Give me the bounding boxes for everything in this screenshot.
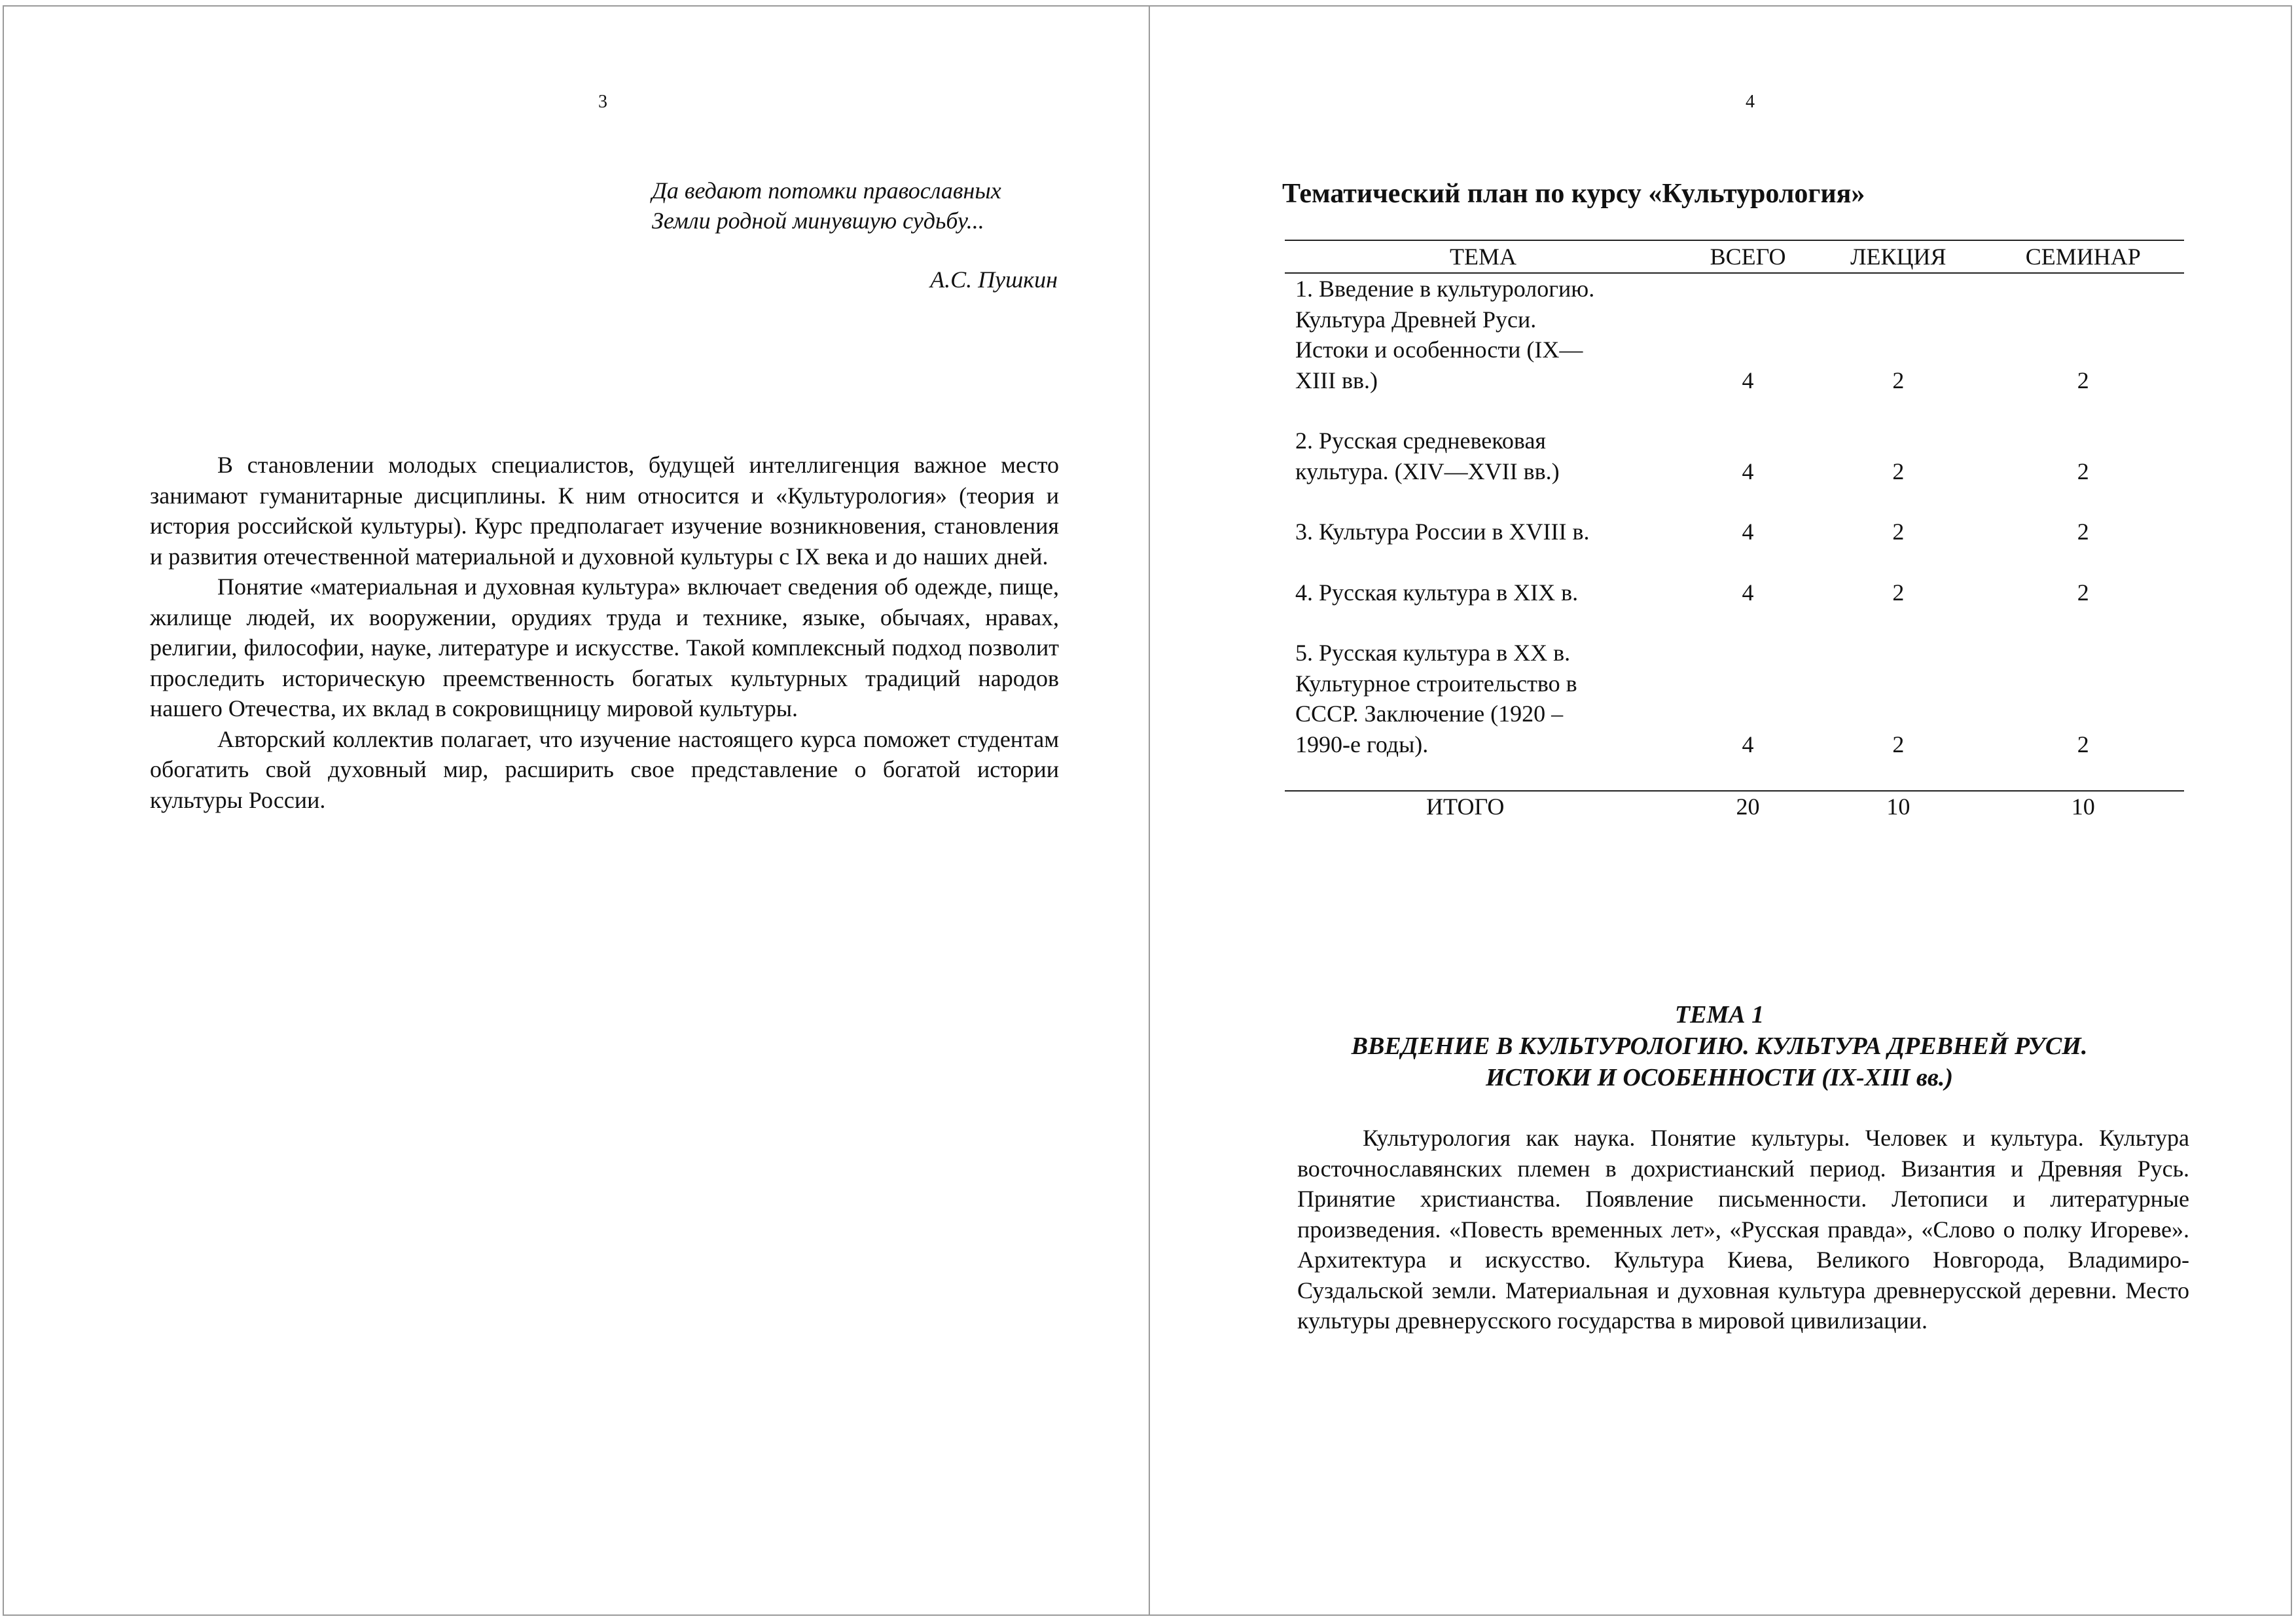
total-hours: 4 bbox=[1742, 579, 1754, 606]
left-page bbox=[3, 5, 1150, 1616]
section-title-line: ВВЕДЕНИЕ В КУЛЬТУРОЛОГИЮ. КУЛЬТУРА ДРЕВНЕЙ РУСИ. bbox=[1351, 1032, 2088, 1060]
topic-line: XIII вв.) bbox=[1295, 367, 1378, 393]
section-title-line: ИСТОКИ И ОСОБЕННОСТИ (IX-XIII вв.) bbox=[1485, 1064, 1954, 1091]
table-total-row bbox=[1285, 791, 2184, 822]
seminar-hours: 2 bbox=[2077, 367, 2089, 393]
section-text bbox=[1297, 1123, 2189, 1336]
topic-line: культура. (XIV—XVII вв.) bbox=[1295, 458, 1560, 484]
column-header-total: ВСЕГО bbox=[1681, 240, 1814, 273]
total-hours: 4 bbox=[1742, 731, 1754, 757]
lecture-hours: 2 bbox=[1892, 367, 1905, 393]
column-header-lectures: ЛЕКЦИЯ bbox=[1814, 240, 1982, 273]
topic-line: Культурное строительство в bbox=[1295, 670, 1577, 697]
epigraph bbox=[652, 175, 1058, 236]
epigraph-author: А.С. Пушкин bbox=[930, 266, 1058, 293]
table-row bbox=[1285, 273, 2184, 426]
column-header-topic: ТЕМА bbox=[1285, 240, 1681, 273]
epigraph-line: Да ведают потомки православных bbox=[652, 177, 1001, 204]
lecture-hours: 2 bbox=[1892, 519, 1905, 545]
topic-line: 4. Русская культура в XIX в. bbox=[1295, 579, 1579, 606]
table-row bbox=[1285, 638, 2184, 791]
total-hours: 4 bbox=[1742, 519, 1754, 545]
lecture-hours: 2 bbox=[1892, 579, 1905, 606]
intro-text bbox=[150, 450, 1059, 815]
lecture-hours: 2 bbox=[1892, 731, 1905, 757]
section-heading bbox=[1261, 999, 2178, 1093]
lecture-hours-sum: 10 bbox=[1814, 791, 1982, 822]
seminar-hours: 2 bbox=[2077, 519, 2089, 545]
seminar-hours: 2 bbox=[2077, 731, 2089, 757]
table-row bbox=[1285, 577, 2184, 638]
seminar-hours: 2 bbox=[2077, 458, 2089, 484]
section-number: ТЕМА 1 bbox=[1674, 1001, 1765, 1029]
plan-title: Тематический план по курсу «Культурология» bbox=[1282, 179, 1865, 209]
topic-line: 1990-е годы). bbox=[1295, 731, 1429, 757]
topic-cell bbox=[1285, 517, 1681, 577]
column-header-seminars: СЕМИНАР bbox=[1982, 240, 2184, 273]
topic-cell bbox=[1285, 577, 1681, 638]
lecture-hours: 2 bbox=[1892, 458, 1905, 484]
topic-cell bbox=[1285, 426, 1681, 517]
page-number: 4 bbox=[1746, 92, 1755, 112]
topic-line: 1. Введение в культурологию. bbox=[1295, 276, 1595, 302]
topic-line: СССР. Заключение (1920 – bbox=[1295, 701, 1564, 727]
topic-line: Культура Древней Руси. bbox=[1295, 306, 1537, 333]
paragraph: Понятие «материальная и духовная культура» включает сведения об одежде, пище, жилище людей, их вооружении, орудиях труда и технике, языке, обычаях, нравах, религии, философии, науке, литературе и искусстве. Такой комплексный подход позволит проследить историческую преемственность богатых культурных традиций народов нашего Отечества, их вклад в сокровищницу мировой культуры. bbox=[150, 574, 1059, 721]
paragraph: Культурология как наука. Понятие культуры. Человек и культура. Культура восточнославянских племен в дохристианский период. Византия и Древняя Русь. Принятие христианства. Появление письменности. Летописи и литературные произведения. «Повесть временных лет», «Русская правда», «Слово о полку Игореве». Архитектура и искусство. Культура Киева, Великого Новгорода, Владимиро-Суздальской земли. Материальная и духовная культура древнерусской деревни. Место культуры древнерусского государства в мировой цивилизации. bbox=[1297, 1125, 2189, 1334]
topic-line: 2. Русская средневековая bbox=[1295, 428, 1546, 454]
seminar-hours: 2 bbox=[2077, 579, 2089, 606]
topic-line: Истоки и особенности (IX— bbox=[1295, 337, 1583, 363]
paragraph: В становлении молодых специалистов, будущей интеллигенция важное место занимают гуманитарные дисциплины. К ним относится и «Культурология» (теория и история российской культуры). Курс предполагает изучение возникновения, становления и развития отечественной материальной и духовной культуры с IX века и до наших дней. bbox=[150, 452, 1059, 570]
total-hours: 4 bbox=[1742, 458, 1754, 484]
seminar-hours-sum: 10 bbox=[1982, 791, 2184, 822]
total-hours-sum: 20 bbox=[1681, 791, 1814, 822]
total-label: ИТОГО bbox=[1285, 791, 1681, 822]
paragraph: Авторский коллектив полагает, что изучение настоящего курса поможет студентам обогатить свой духовный мир, расширить свое представление о богатой истории культуры России. bbox=[150, 725, 1059, 813]
table-row bbox=[1285, 517, 2184, 577]
table-header-row bbox=[1285, 240, 2184, 273]
page-number: 3 bbox=[598, 92, 607, 112]
topic-cell bbox=[1285, 638, 1681, 791]
epigraph-line: Земли родной минувшую судьбу... bbox=[652, 208, 984, 234]
table-row bbox=[1285, 426, 2184, 517]
total-hours: 4 bbox=[1742, 367, 1754, 393]
thematic-plan-table bbox=[1285, 240, 2184, 822]
topic-cell bbox=[1285, 273, 1681, 426]
topic-line: 5. Русская культура в XX в. bbox=[1295, 640, 1571, 666]
topic-line: 3. Культура России в XVIII в. bbox=[1295, 519, 1590, 545]
right-page bbox=[1149, 5, 2292, 1616]
